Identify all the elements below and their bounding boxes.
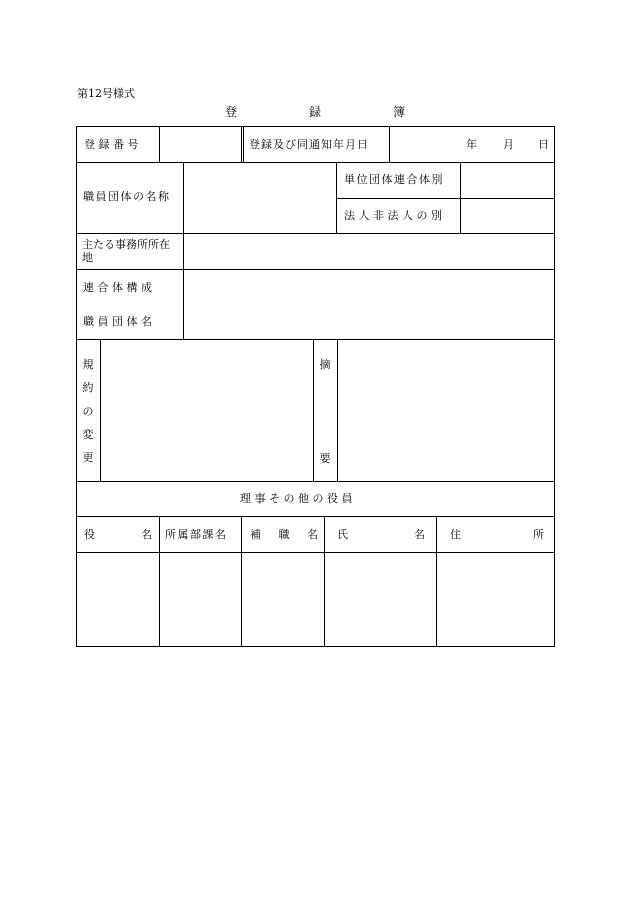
col-header-text: 住 xyxy=(450,528,461,541)
union-name-label: 職員団体の名称 xyxy=(83,190,171,203)
col-divider xyxy=(241,126,242,162)
col-header-text: 名 xyxy=(414,528,425,541)
office-label: 主たる事務所所在地 xyxy=(82,238,170,264)
row-divider xyxy=(76,552,555,553)
col-header-text: 役 xyxy=(84,528,95,541)
document-title xyxy=(225,103,405,120)
summary-char-top: 摘 xyxy=(319,358,331,371)
form-number: 第12号様式 xyxy=(77,87,135,100)
col-divider xyxy=(336,162,337,233)
row-divider xyxy=(336,198,555,199)
col-divider xyxy=(389,126,390,162)
col-header-text: 名 xyxy=(141,528,152,541)
title-char: 簿 xyxy=(392,105,405,119)
col-header-name xyxy=(337,529,425,540)
col-header-address xyxy=(450,529,544,540)
col-divider xyxy=(313,339,314,481)
corporation-label: 法 人 非 法 人 の 別 xyxy=(344,209,442,222)
col-header-text: 氏 xyxy=(337,528,348,541)
rules-change-char: の xyxy=(82,405,94,418)
summary-char-bottom: 要 xyxy=(319,452,331,465)
row-divider xyxy=(76,339,555,340)
rules-change-char: 規 xyxy=(82,358,94,371)
col-header-position xyxy=(84,529,152,540)
title-char: 登 xyxy=(225,105,238,119)
date-year: 年 xyxy=(466,138,477,151)
col-header-department: 所属部課名 xyxy=(165,528,228,541)
row-divider xyxy=(76,481,555,482)
col-divider xyxy=(337,339,338,481)
col-divider xyxy=(460,162,461,233)
col-header-text: 補 xyxy=(250,528,261,541)
col-header-text: 名 xyxy=(307,528,318,541)
row-divider xyxy=(76,516,555,517)
row-divider xyxy=(76,233,555,234)
reg-number-label xyxy=(84,139,152,150)
col-divider xyxy=(183,162,184,233)
row-divider xyxy=(76,162,555,163)
col-divider xyxy=(100,339,101,481)
date-month: 月 xyxy=(503,138,514,151)
col-header-assistant-title xyxy=(250,529,318,540)
col-divider xyxy=(324,516,325,647)
col-divider xyxy=(243,126,244,162)
row-divider xyxy=(76,269,555,270)
col-divider xyxy=(159,126,160,162)
col-divider xyxy=(436,516,437,647)
federation-member-label-1: 連 合 体 構 成 xyxy=(83,281,152,294)
col-header-text: 所 xyxy=(533,528,544,541)
rules-change-char: 変 xyxy=(82,428,94,441)
rules-change-char: 約 xyxy=(82,381,94,394)
col-header-text: 職 xyxy=(278,528,290,541)
col-divider xyxy=(159,516,160,647)
unit-federation-label: 単位団体連合体別 xyxy=(344,173,444,186)
officers-heading: 理 事 そ の 他 の 役 員 xyxy=(240,492,353,505)
date-day: 日 xyxy=(538,138,549,151)
title-char: 録 xyxy=(308,105,321,119)
col-divider xyxy=(241,516,242,647)
reg-number-text: 登 録 番 号 xyxy=(84,138,139,151)
federation-member-label-2: 職 員 団 体 名 xyxy=(83,315,152,328)
col-divider xyxy=(183,233,184,339)
registry-table xyxy=(76,126,555,647)
rules-change-char: 更 xyxy=(82,451,94,464)
reg-date-label: 登録及び同通知年月日 xyxy=(249,138,369,151)
